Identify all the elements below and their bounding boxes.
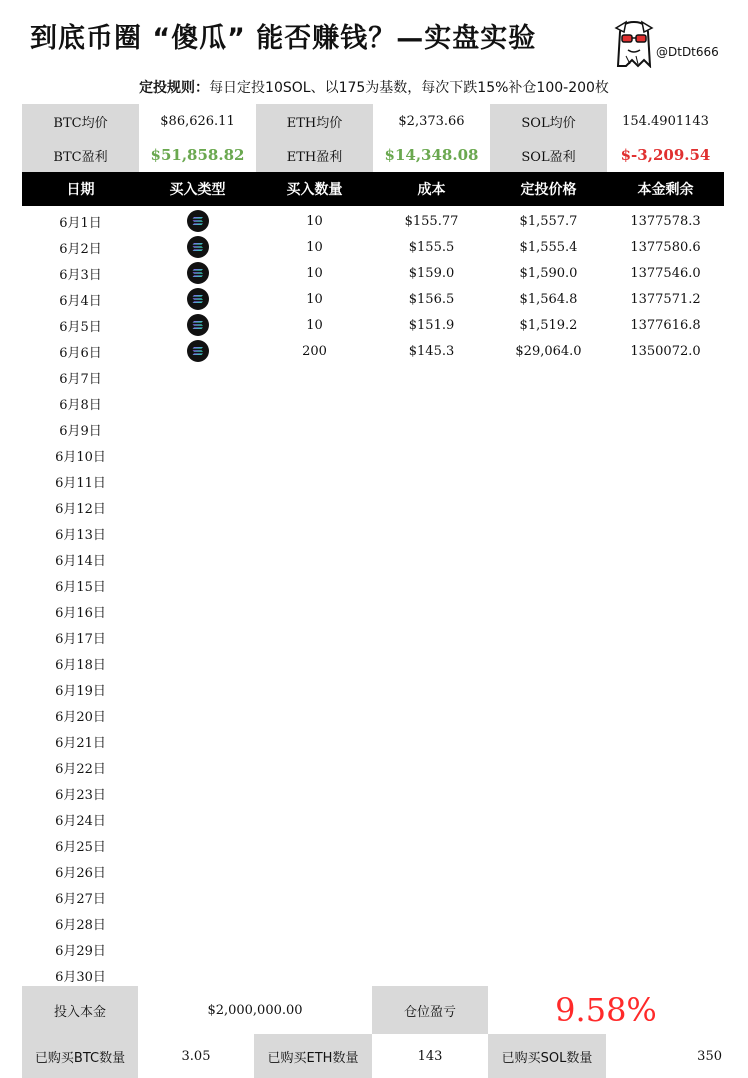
cost-cell (373, 676, 490, 702)
qty-cell (256, 676, 373, 702)
buy-type-cell (139, 260, 256, 286)
footer-panel (22, 986, 724, 1078)
date-cell: 6月16日 (55, 605, 106, 621)
cost-cell: $151.9 (408, 317, 455, 333)
cost-cell: $159.0 (408, 265, 455, 281)
remaining-cell (607, 832, 724, 858)
header-buy-type: 买入类型 (169, 182, 226, 198)
buy-type-cell (139, 390, 256, 416)
price-cell: $29,064.0 (515, 343, 582, 359)
capital-label: 投入本金 (22, 986, 138, 1034)
eth-qty-label: 已购买ETH数量 (254, 1034, 372, 1078)
qty-cell (256, 494, 373, 520)
remaining-cell (607, 858, 724, 884)
buy-type-cell (139, 884, 256, 910)
qty-cell (256, 364, 373, 390)
buy-type-cell (139, 442, 256, 468)
cost-cell (373, 624, 490, 650)
buy-type-cell (139, 468, 256, 494)
price-cell (490, 442, 607, 468)
btc-pnl-value: $51,858.82 (150, 146, 245, 164)
remaining-cell: 1377616.8 (630, 317, 701, 333)
summary-panel (22, 104, 724, 172)
qty-cell (256, 702, 373, 728)
cost-cell (373, 650, 490, 676)
remaining-cell (607, 546, 724, 572)
table-row (22, 234, 724, 260)
date-cell: 6月11日 (55, 475, 106, 491)
sol-pnl-value: $-3,209.54 (620, 146, 711, 164)
eth-avg-label: ETH均价 (256, 104, 373, 138)
buy-type-cell (139, 208, 256, 234)
table-row (22, 598, 724, 624)
buy-type-cell (139, 832, 256, 858)
buy-type-cell (139, 338, 256, 364)
cost-cell (373, 858, 490, 884)
buy-type-cell (139, 286, 256, 312)
remaining-cell (607, 962, 724, 988)
table-row (22, 442, 724, 468)
qty-cell (256, 780, 373, 806)
date-cell: 6月1日 (59, 215, 102, 231)
buy-type-cell (139, 364, 256, 390)
table-row (22, 520, 724, 546)
date-cell: 6月9日 (59, 423, 102, 439)
eth-avg-value: $2,373.66 (398, 113, 465, 129)
table-body (22, 208, 724, 988)
table-row (22, 286, 724, 312)
buy-type-cell (139, 936, 256, 962)
footer-row-qty (22, 1034, 724, 1078)
cost-cell (373, 468, 490, 494)
remaining-cell: 1377578.3 (630, 213, 701, 229)
buy-type-cell (139, 806, 256, 832)
qty-cell (256, 858, 373, 884)
qty-cell (256, 832, 373, 858)
date-cell: 6月7日 (59, 371, 102, 387)
cost-cell (373, 910, 490, 936)
price-cell: $1,557.7 (519, 213, 578, 229)
cost-cell (373, 390, 490, 416)
price-cell (490, 832, 607, 858)
price-cell (490, 624, 607, 650)
date-cell: 6月29日 (55, 943, 106, 959)
qty-cell (256, 390, 373, 416)
solana-icon (187, 210, 209, 232)
price-cell (490, 572, 607, 598)
date-cell: 6月3日 (59, 267, 102, 283)
solana-icon (187, 340, 209, 362)
table-row (22, 754, 724, 780)
price-cell (490, 936, 607, 962)
buy-type-cell (139, 754, 256, 780)
btc-qty-label: 已购买BTC数量 (22, 1034, 138, 1078)
table-row (22, 676, 724, 702)
table-row (22, 312, 724, 338)
date-cell: 6月28日 (55, 917, 106, 933)
eth-pnl-label: ETH盈利 (256, 138, 373, 172)
cost-cell (373, 416, 490, 442)
date-cell: 6月22日 (55, 761, 106, 777)
qty-cell (256, 546, 373, 572)
buy-type-cell (139, 728, 256, 754)
table-header (22, 172, 724, 206)
btc-avg-value: $86,626.11 (160, 113, 235, 129)
date-cell: 6月10日 (55, 449, 106, 465)
qty-cell: 200 (302, 343, 327, 359)
qty-cell (256, 520, 373, 546)
table-row (22, 858, 724, 884)
sol-qty-value: 350 (697, 1048, 722, 1064)
cost-cell (373, 598, 490, 624)
qty-cell: 10 (306, 291, 323, 307)
date-cell: 6月25日 (55, 839, 106, 855)
qty-cell (256, 962, 373, 988)
cost-cell (373, 728, 490, 754)
price-cell (490, 910, 607, 936)
qty-cell (256, 650, 373, 676)
btc-avg-label: BTC均价 (22, 104, 139, 138)
remaining-cell (607, 676, 724, 702)
cost-cell (373, 572, 490, 598)
remaining-cell (607, 728, 724, 754)
table-row (22, 260, 724, 286)
remaining-cell (607, 416, 724, 442)
price-cell (490, 754, 607, 780)
header-date: 日期 (66, 182, 95, 198)
remaining-cell (607, 598, 724, 624)
price-cell (490, 520, 607, 546)
cost-cell (373, 936, 490, 962)
price-cell (490, 702, 607, 728)
qty-cell (256, 416, 373, 442)
cost-cell (373, 546, 490, 572)
qty-cell (256, 442, 373, 468)
buy-type-cell (139, 650, 256, 676)
table-row (22, 910, 724, 936)
remaining-cell: 1350072.0 (630, 343, 701, 359)
remaining-cell (607, 468, 724, 494)
remaining-cell (607, 624, 724, 650)
price-cell (490, 494, 607, 520)
date-cell: 6月2日 (59, 241, 102, 257)
table-row (22, 546, 724, 572)
author-handle: @DtDt666 (656, 45, 719, 59)
remaining-cell (607, 390, 724, 416)
qty-cell (256, 624, 373, 650)
cost-cell (373, 780, 490, 806)
header-dca-price: 定投价格 (520, 182, 577, 198)
cost-cell: $156.5 (408, 291, 455, 307)
date-cell: 6月14日 (55, 553, 106, 569)
date-cell: 6月6日 (59, 345, 102, 361)
date-cell: 6月17日 (55, 631, 106, 647)
remaining-cell (607, 572, 724, 598)
buy-type-cell (139, 546, 256, 572)
page-title: 到底币圈 “傻瓜” 能否赚钱？—实盘实验 (30, 23, 537, 54)
summary-row-pnl (22, 138, 724, 172)
buy-type-cell (139, 910, 256, 936)
remaining-cell (607, 520, 724, 546)
sol-qty-label: 已购买SOL数量 (488, 1034, 606, 1078)
buy-type-cell (139, 962, 256, 988)
remaining-cell (607, 936, 724, 962)
cost-cell (373, 754, 490, 780)
price-cell (490, 598, 607, 624)
rules-line (0, 77, 748, 97)
date-cell: 6月21日 (55, 735, 106, 751)
header-buy-qty: 买入数量 (286, 182, 343, 198)
date-cell: 6月24日 (55, 813, 106, 829)
buy-type-cell (139, 416, 256, 442)
cost-cell (373, 494, 490, 520)
remaining-cell (607, 364, 724, 390)
table-row (22, 936, 724, 962)
qty-cell (256, 910, 373, 936)
date-cell: 6月20日 (55, 709, 106, 725)
date-cell: 6月18日 (55, 657, 106, 673)
remaining-cell (607, 806, 724, 832)
buy-type-cell (139, 234, 256, 260)
qty-cell (256, 884, 373, 910)
solana-icon (187, 314, 209, 336)
remaining-cell: 1377580.6 (630, 239, 701, 255)
price-cell (490, 416, 607, 442)
date-cell: 6月26日 (55, 865, 106, 881)
buy-type-cell (139, 780, 256, 806)
price-cell (490, 962, 607, 988)
table-row (22, 572, 724, 598)
sol-avg-value: 154.4901143 (622, 113, 709, 129)
table-row (22, 208, 724, 234)
cost-cell (373, 962, 490, 988)
table-row (22, 650, 724, 676)
qty-cell (256, 468, 373, 494)
capital-value: $2,000,000.00 (207, 1002, 303, 1018)
qty-cell (256, 572, 373, 598)
table-row (22, 416, 724, 442)
ghost-avatar-icon (612, 18, 656, 68)
table-row (22, 884, 724, 910)
buy-type-cell (139, 702, 256, 728)
qty-cell: 10 (306, 213, 323, 229)
price-cell: $1,564.8 (519, 291, 578, 307)
solana-icon (187, 236, 209, 258)
table-row (22, 728, 724, 754)
qty-cell (256, 754, 373, 780)
remaining-cell: 1377571.2 (630, 291, 701, 307)
footer-row-capital (22, 986, 724, 1034)
table-row (22, 364, 724, 390)
rules-label: 定投规则： (139, 80, 210, 96)
buy-type-cell (139, 312, 256, 338)
price-cell (490, 806, 607, 832)
qty-cell: 10 (306, 239, 323, 255)
buy-type-cell (139, 676, 256, 702)
qty-cell (256, 728, 373, 754)
date-cell: 6月13日 (55, 527, 106, 543)
header-remaining: 本金剩余 (637, 182, 694, 198)
position-pnl-value: 9.58% (555, 991, 657, 1029)
position-pnl-label: 仓位盈亏 (372, 986, 488, 1034)
header-cost: 成本 (417, 182, 446, 198)
btc-qty-value: 3.05 (181, 1048, 211, 1064)
price-cell (490, 676, 607, 702)
remaining-cell (607, 910, 724, 936)
eth-qty-value: 143 (417, 1048, 443, 1064)
table-row (22, 390, 724, 416)
table-row (22, 780, 724, 806)
remaining-cell (607, 702, 724, 728)
btc-pnl-label: BTC盈利 (22, 138, 139, 172)
remaining-cell (607, 494, 724, 520)
remaining-cell (607, 442, 724, 468)
remaining-cell (607, 884, 724, 910)
cost-cell: $155.77 (404, 213, 459, 229)
cost-cell: $145.3 (408, 343, 455, 359)
qty-cell (256, 936, 373, 962)
buy-type-cell (139, 858, 256, 884)
cost-cell (373, 442, 490, 468)
summary-row-avg (22, 104, 724, 138)
date-cell: 6月23日 (55, 787, 106, 803)
qty-cell: 10 (306, 317, 323, 333)
buy-type-cell (139, 572, 256, 598)
table-row (22, 624, 724, 650)
price-cell (490, 364, 607, 390)
date-cell: 6月8日 (59, 397, 102, 413)
cost-cell (373, 520, 490, 546)
price-cell (490, 884, 607, 910)
date-cell: 6月27日 (55, 891, 106, 907)
price-cell (490, 546, 607, 572)
eth-pnl-value: $14,348.08 (384, 146, 479, 164)
price-cell: $1,590.0 (519, 265, 578, 281)
date-cell: 6月30日 (55, 969, 106, 985)
price-cell (490, 780, 607, 806)
buy-type-cell (139, 520, 256, 546)
price-cell (490, 858, 607, 884)
price-cell (490, 468, 607, 494)
rules-text: 每日定投10SOL、以175为基数，每次下跌15%补仓100-200枚 (209, 80, 609, 96)
buy-type-cell (139, 624, 256, 650)
table-row (22, 702, 724, 728)
date-cell: 6月15日 (55, 579, 106, 595)
buy-type-cell (139, 598, 256, 624)
date-cell: 6月19日 (55, 683, 106, 699)
table-row (22, 832, 724, 858)
cost-cell (373, 832, 490, 858)
cost-cell: $155.5 (408, 239, 455, 255)
table-row (22, 962, 724, 988)
cost-cell (373, 364, 490, 390)
price-cell (490, 728, 607, 754)
solana-icon (187, 262, 209, 284)
qty-cell: 10 (306, 265, 323, 281)
remaining-cell (607, 650, 724, 676)
remaining-cell: 1377546.0 (630, 265, 701, 281)
date-cell: 6月4日 (59, 293, 102, 309)
table-row (22, 494, 724, 520)
table-row (22, 806, 724, 832)
table-row (22, 338, 724, 364)
cost-cell (373, 884, 490, 910)
remaining-cell (607, 754, 724, 780)
buy-type-cell (139, 494, 256, 520)
price-cell: $1,555.4 (519, 239, 578, 255)
qty-cell (256, 598, 373, 624)
qty-cell (256, 806, 373, 832)
solana-icon (187, 288, 209, 310)
price-cell: $1,519.2 (519, 317, 578, 333)
price-cell (490, 390, 607, 416)
date-cell: 6月5日 (59, 319, 102, 335)
cost-cell (373, 806, 490, 832)
date-cell: 6月12日 (55, 501, 106, 517)
price-cell (490, 650, 607, 676)
cost-cell (373, 702, 490, 728)
remaining-cell (607, 780, 724, 806)
sol-pnl-label: SOL盈利 (490, 138, 607, 172)
table-row (22, 468, 724, 494)
sol-avg-label: SOL均价 (490, 104, 607, 138)
